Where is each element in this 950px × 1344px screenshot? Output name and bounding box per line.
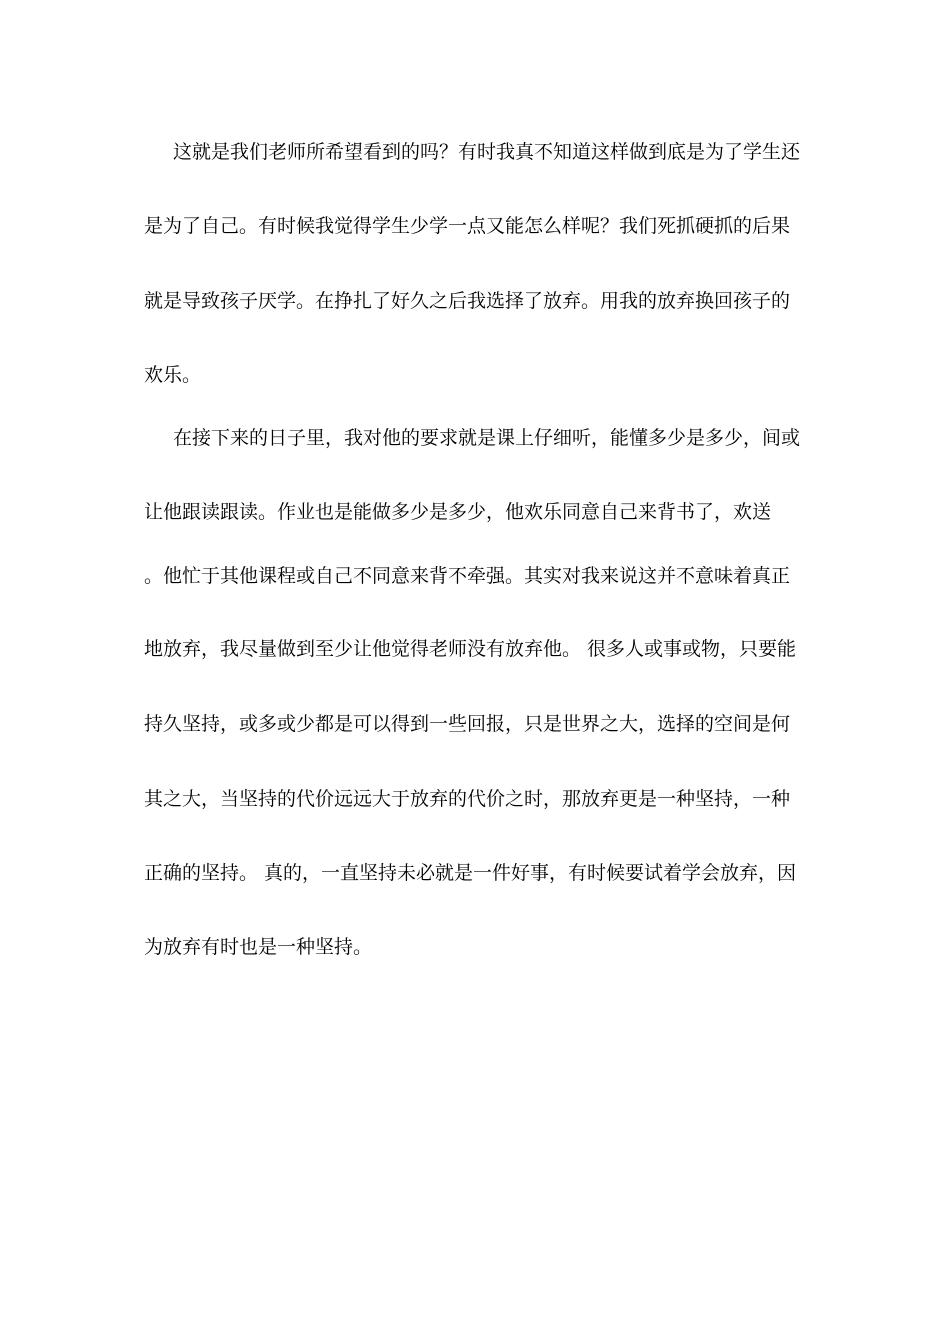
paragraph-2-line-7: 正确的坚持。 真的，一直坚持未必就是一件好事，有时候要试着学会放弃，因	[144, 862, 797, 884]
paragraph-2-line-8: 为放弃有时也是一种坚持。	[144, 936, 373, 958]
paragraph-1-line-3: 就是导致孩子厌学。在挣扎了好久之后我选择了放弃。用我的放弃换回孩子的	[144, 290, 791, 312]
paragraph-2-line-4: 地放弃，我尽量做到至少让他觉得老师没有放弃他。 很多人或事或物，只要能	[144, 638, 797, 660]
paragraph-2-line-2: 让他跟读跟读。作业也是能做多少是多少，他欢乐同意自己来背书了，欢送	[144, 501, 772, 523]
paragraph-1-line-2: 是为了自己。有时候我觉得学生少学一点又能怎么样呢？我们死抓硬抓的后果	[144, 215, 791, 237]
paragraph-2-line-5: 持久坚持，或多或少都是可以得到一些回报，只是世界之大，选择的空间是何	[144, 713, 791, 735]
paragraph-2-line-1: 在接下来的日子里，我对他的要求就是课上仔细听，能懂多少是多少，间或	[173, 427, 801, 449]
paragraph-2-line-6: 其之大，当坚持的代价远远大于放弃的代价之时，那放弃更是一种坚持，一种	[144, 788, 791, 810]
paragraph-1-line-4: 欢乐。	[144, 364, 202, 386]
paragraph-2-line-3: 。他忙于其他课程或自己不同意来背不牵强。其实对我来说这并不意味着真正	[144, 565, 791, 587]
paragraph-1-line-1: 这就是我们老师所希望看到的吗？有时我真不知道这样做到底是为了学生还	[173, 141, 801, 163]
